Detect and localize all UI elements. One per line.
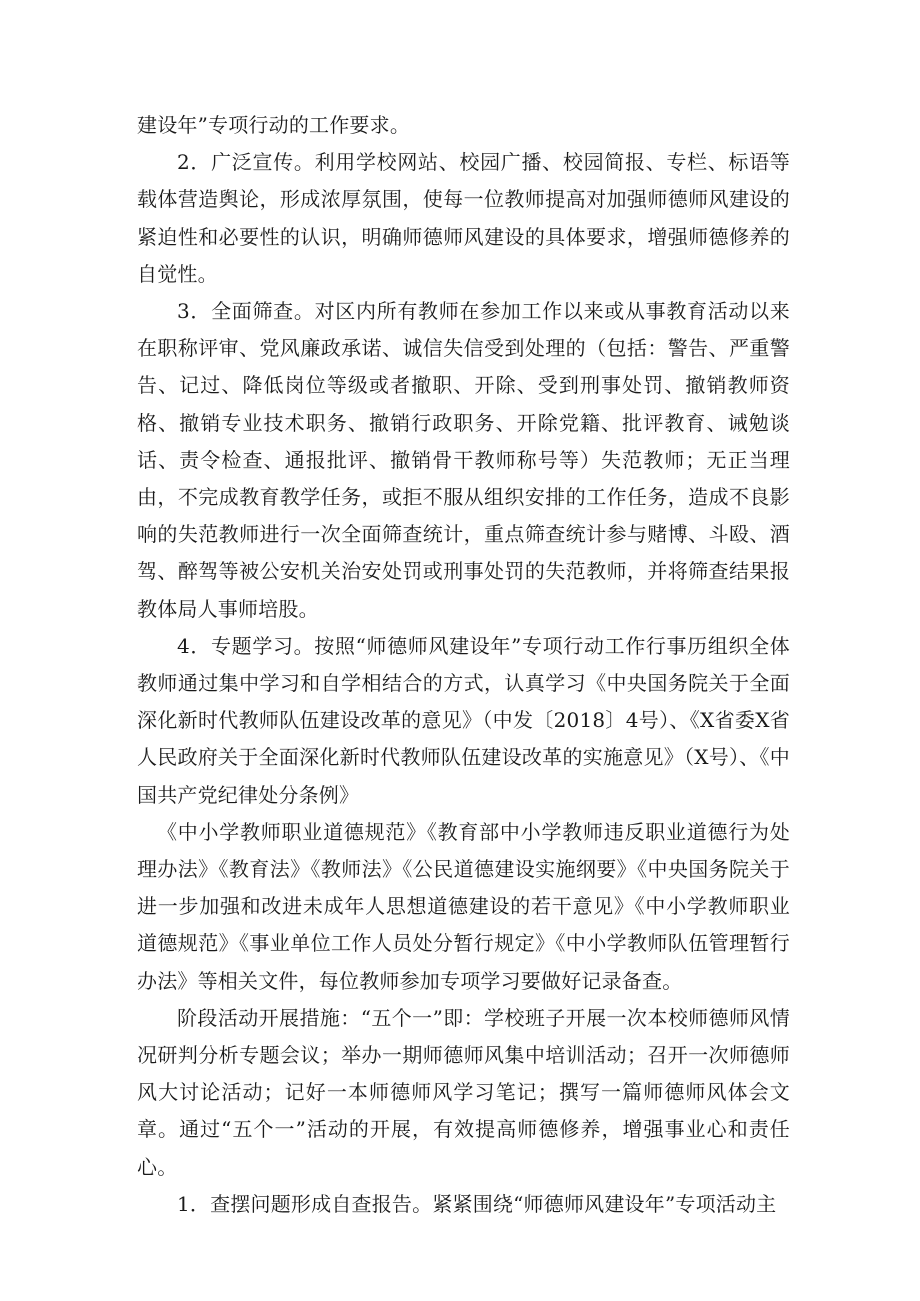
paragraph-publicity: 2．广泛宣传。利用学校网站、校园广播、校园简报、专栏、标语等载体营造舆论，形成浓厚氛围，使每一位教师提高对加强师德师风建设的紧迫性和必要性的认识，明确师德师风建设的具体要求，增强师德修养的自觉性。 <box>137 150 790 286</box>
paragraph-study: 4．专题学习。按照“师德师风建设年”专项行动工作行事历组织全体教师通过集中学习和自学相结合的方式，认真学习《中央国务院关于全面深化新时代教师队伍建设改革的意见》（中发〔2018〕4号）、《X省委X省人民政府关于全面深化新时代教师队伍建设改革的实施意见》（X号）、《中国共产党纪律处分条例》 <box>137 633 790 807</box>
paragraph-continuation: 建设年”专项行动的工作要求。 <box>137 113 411 137</box>
paragraph-regulations: 《中小学教师职业道德规范》《教育部中小学教师违反职业道德行为处理办法》《教育法》《教师法》《公民道德建设实施纲要》《中央国务院关于进一步加强和改进未成年人思想道德建设的若干意见》《中小学教师职业道德规范》《事业单位工作人员处分暂行规定》《中小学教师队伍管理暂行办法》等相关文件，每位教师参加专项学习要做好记录备查。 <box>137 819 790 993</box>
paragraph-screening: 3．全面筛查。对区内所有教师在参加工作以来或从事教育活动以来在职称评审、党风廉政承诺、诚信失信受到处理的（包括：警告、严重警告、记过、降低岗位等级或者撤职、开除、受到刑事处罚、撤销教师资格、撤销专业技术职务、撤销行政职务、开除党籍、批评教育、诫勉谈话、责令检查、通报批评、撤销骨干教师称号等）失范教师；无正当理由，不完成教育教学任务，或拒不服从组织安排的工作任务，造成不良影响的失范教师进行一次全面筛查统计，重点筛查统计参与赌博、斗殴、酒驾、醉驾等被公安机关治安处罚或刑事处罚的失范教师，并将筛查结果报教体局人事师培股。 <box>137 299 790 621</box>
paragraph-five-ones: 阶段活动开展措施：“五个一”即：学校班子开展一次本校师德师风情况研判分析专题会议；举办一期师德师风集中培训活动；召开一次师德师风大讨论活动；记好一本师德师风学习笔记；撰写一篇师德师风体会文章。通过“五个一”活动的开展，有效提高师德修养，增强事业心和责任心。 <box>137 1005 790 1179</box>
paragraph-self-check: 1．查摆问题形成自查报告。紧紧围绕“师德师风建设年”专项活动主 <box>177 1191 777 1216</box>
